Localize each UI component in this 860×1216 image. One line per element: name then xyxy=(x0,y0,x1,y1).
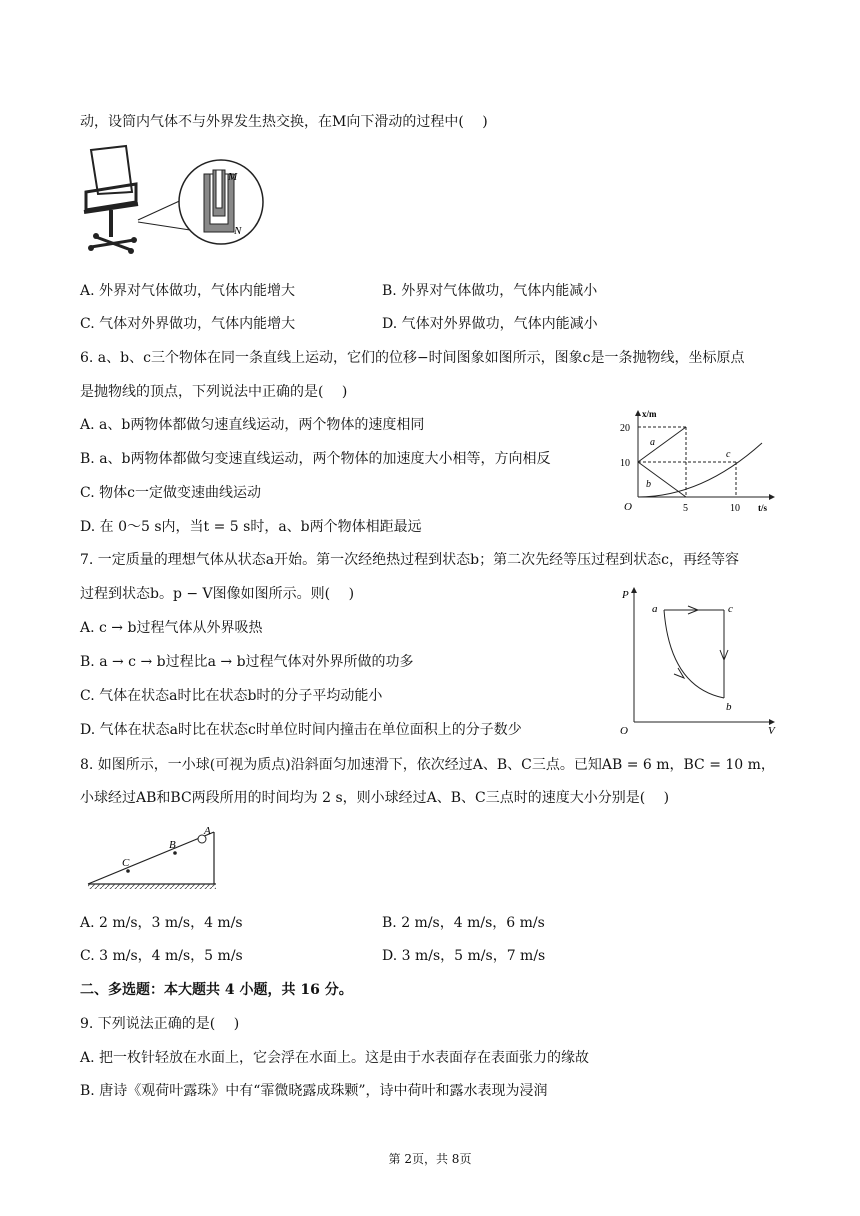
xt-graph xyxy=(612,405,782,517)
q7-stem-line2: 过程到状态b。p − V图像如图所示。则( ) xyxy=(80,586,355,602)
xt-xlabel: t/s xyxy=(758,503,767,513)
xt-curve-a: a xyxy=(650,437,655,448)
q5-option-b[interactable]: B. 外界对气体做功，气体内能减小 xyxy=(382,283,598,299)
section-heading: 二、多选题：本大题共 4 小题，共 16 分。 xyxy=(80,982,353,998)
pv-ylabel: P xyxy=(622,589,629,601)
xt-curve-c: c xyxy=(726,449,731,460)
q8-option-d[interactable]: D. 3 m/s，5 m/s，7 m/s xyxy=(382,948,546,964)
q6-option-d[interactable]: D. 在 0～5 s内，当t = 5 s时，a、b两个物体相距最远 xyxy=(80,519,422,535)
q9-option-a[interactable]: A. 把一枚针轻放在水面上，它会浮在水面上。这是由于水表面存在表面张力的缘故 xyxy=(80,1050,590,1066)
q7-option-b[interactable]: B. a → c → b过程比a → b过程气体对外界所做的功多 xyxy=(80,654,414,670)
q5-option-a[interactable]: A. 外界对气体做功，气体内能增大 xyxy=(80,283,296,299)
q8-stem-line2: 小球经过AB和BC两段所用的时间均为 2 s，则小球经过A、B、C三点时的速度大小分别是( ) xyxy=(80,790,670,806)
q6-option-b[interactable]: B. a、b两物体都做匀变速直线运动，两个物体的加速度大小相等，方向相反 xyxy=(80,451,551,467)
xt-ytick-10: 10 xyxy=(620,458,630,469)
incline-point-c: C xyxy=(122,857,130,869)
q8-option-c[interactable]: C. 3 m/s，4 m/s，5 m/s xyxy=(80,948,243,964)
pv-point-a: a xyxy=(652,603,658,615)
pv-point-c: c xyxy=(728,603,733,615)
question-stem-tail: 动，设筒内气体不与外界发生热交换，在M向下滑动的过程中( ) xyxy=(80,114,488,130)
pv-xlabel: V xyxy=(768,725,775,737)
chair-figure xyxy=(76,142,276,262)
q6-option-a[interactable]: A. a、b两物体都做匀速直线运动，两个物体的速度相同 xyxy=(80,417,425,433)
q8-option-a[interactable]: A. 2 m/s，3 m/s，4 m/s xyxy=(80,915,243,931)
incline-point-b: B xyxy=(169,839,176,851)
label-m: M xyxy=(228,171,238,183)
incline-figure xyxy=(82,822,232,892)
page-footer: 第 2页，共 8页 xyxy=(388,1152,472,1166)
q7-option-a[interactable]: A. c → b过程气体从外界吸热 xyxy=(80,620,263,636)
q7-option-c[interactable]: C. 气体在状态a时比在状态b时的分子平均动能小 xyxy=(80,688,383,704)
incline-point-a: A xyxy=(204,825,211,837)
q6-stem-line2: 是抛物线的顶点，下列说法中正确的是( ) xyxy=(80,384,348,400)
q6-stem-line1: 6. a、b、c三个物体在同一条直线上运动，它们的位移−时间图象如图所示，图象c是一条抛物线，坐标原点 xyxy=(80,350,745,366)
xt-origin: O xyxy=(624,501,632,513)
label-n: N xyxy=(234,225,242,237)
q8-option-b[interactable]: B. 2 m/s，4 m/s，6 m/s xyxy=(382,915,545,931)
xt-curve-b: b xyxy=(646,479,651,490)
q8-stem-line1: 8. 如图所示，一小球(可视为质点)沿斜面匀加速滑下，依次经过A、B、C三点。已知AB = 6 m，BC = 10 m， xyxy=(80,757,775,773)
pv-graph xyxy=(612,582,782,740)
xt-ytick-20: 20 xyxy=(620,423,630,434)
pv-origin: O xyxy=(620,725,628,737)
xt-xtick-10: 10 xyxy=(730,503,740,514)
xt-xtick-5: 5 xyxy=(683,503,688,514)
q5-option-c[interactable]: C. 气体对外界做功，气体内能增大 xyxy=(80,316,296,332)
q7-option-d[interactable]: D. 气体在状态a时比在状态c时单位时间内撞击在单位面积上的分子数少 xyxy=(80,722,522,738)
q7-stem-line1: 7. 一定质量的理想气体从状态a开始。第一次经绝热过程到状态b；第二次先经等压过程到状态c，再经等容 xyxy=(80,552,739,568)
q9-stem: 9. 下列说法正确的是( ) xyxy=(80,1016,240,1032)
q6-option-c[interactable]: C. 物体c一定做变速曲线运动 xyxy=(80,485,261,501)
q5-option-d[interactable]: D. 气体对外界做功，气体内能减小 xyxy=(382,316,598,332)
pv-point-b: b xyxy=(726,701,732,713)
q9-option-b[interactable]: B. 唐诗《观荷叶露珠》中有“霏微晓露成珠颗”，诗中荷叶和露水表现为浸润 xyxy=(80,1083,548,1099)
xt-ylabel: x/m xyxy=(642,409,657,419)
